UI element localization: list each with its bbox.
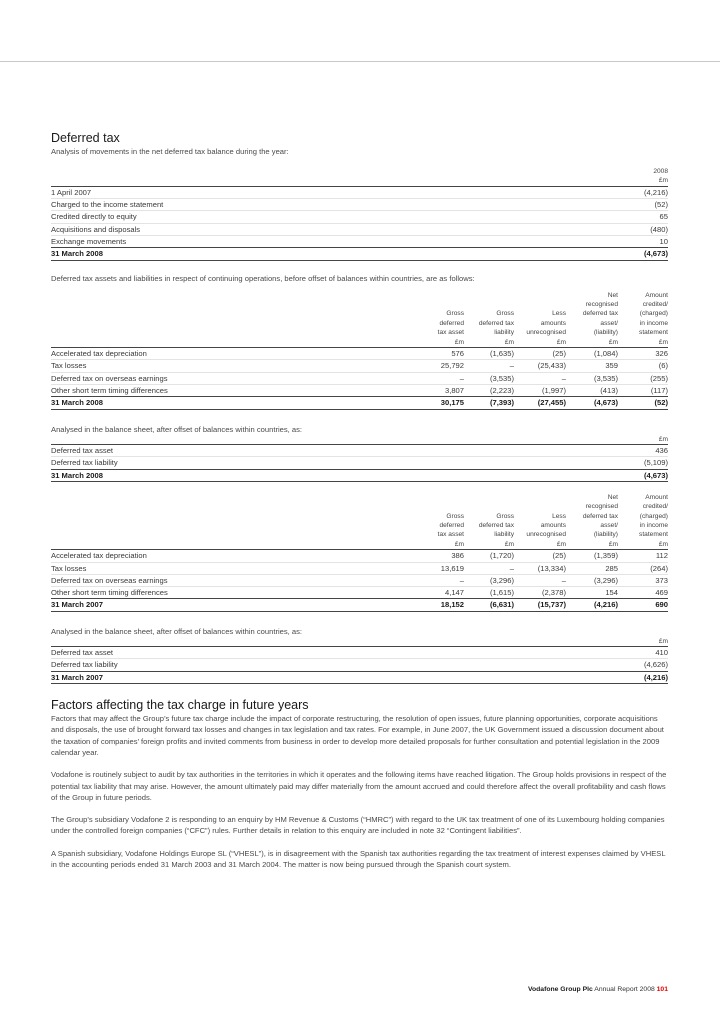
table-cell: (1,997): [541, 385, 566, 395]
total-cell: (27,455): [537, 398, 566, 408]
footer-report-title: Annual Report 2008: [592, 986, 657, 993]
table-cell: (264): [650, 563, 668, 573]
table-row: [51, 574, 668, 586]
column-header-line: unrecognised: [526, 531, 566, 539]
balance-table-2007: [51, 637, 668, 684]
factors-paragraph: The Group’s subsidiary Vodafone 2 is responding to an enquiry by HM Revenue & Customs (“HMRC”) with regard to the UK tax treatment of one of its Luxembourg holding companies under the controlled foreign companies (“CFC”) rules. Further details in relation to this enquiry are included in note 32 “Contingent liabilities”.: [51, 815, 665, 836]
column-header-line: statement: [639, 329, 668, 337]
column-header: [514, 309, 566, 347]
column-header-line: (charged): [639, 512, 668, 520]
row-label: Credited directly to equity: [51, 212, 137, 222]
table-cell: (2,378): [541, 588, 566, 598]
column-header-line: £m: [658, 338, 668, 346]
row-label: Tax losses: [51, 563, 87, 573]
movements-header-year: 2008: [653, 168, 668, 175]
deferred-tax-table-2008: [51, 291, 668, 410]
total-value: (4,673): [643, 470, 668, 480]
table-cell: 4,147: [444, 588, 464, 598]
row-value: (4,216): [643, 187, 668, 197]
column-header-line: in income: [639, 522, 668, 530]
table-row: [51, 223, 668, 235]
table-cell: (1,084): [593, 349, 618, 359]
row-label: Acquisitions and disposals: [51, 224, 141, 234]
column-header-line: asset/: [600, 522, 618, 530]
column-header: [426, 309, 464, 347]
table-row: [51, 359, 668, 371]
table-row: [51, 658, 668, 670]
column-header-line: Amount: [645, 493, 668, 501]
row-label: Accelerated tax depreciation: [51, 551, 147, 561]
table-row: [51, 444, 668, 456]
column-header-line: £m: [608, 338, 618, 346]
total-label: 31 March 2008: [51, 398, 103, 408]
column-header-line: Amount: [645, 291, 668, 299]
total-cell: 30,175: [440, 398, 464, 408]
factors-paragraph: Vodafone is routinely subject to audit by tax authorities in the territories in which it operates and the following items have reached litigation. The Group holds provisions in respect of the potential tax liability that may arise. However, the amount ultimately paid may differ materially from the amount accrued and could therefore affect the overall profitability and cash flows of the Group in future periods.: [51, 770, 667, 802]
table-cell: –: [509, 563, 514, 573]
column-header-line: (charged): [639, 310, 668, 318]
row-label: Tax losses: [51, 361, 87, 371]
table-cell: (3,296): [593, 575, 618, 585]
row-label: Other short term timing differences: [51, 588, 168, 598]
row-label: Deferred tax liability: [51, 458, 118, 468]
row-label: Accelerated tax depreciation: [51, 349, 147, 359]
table-cell: (25,433): [537, 361, 566, 371]
total-label: 31 March 2008: [51, 249, 103, 259]
column-header: [618, 291, 668, 347]
page-content: [51, 131, 668, 881]
column-header-line: (liability): [593, 329, 618, 337]
row-label: Deferred tax liability: [51, 660, 118, 670]
column-header-line: credited/: [642, 503, 668, 511]
page-footer: [528, 986, 668, 993]
page-number: 101: [656, 986, 668, 993]
column-header: [566, 291, 618, 347]
table-cell: 13,619: [440, 563, 464, 573]
column-header-line: £m: [504, 338, 514, 346]
column-header-line: deferred tax: [478, 319, 514, 327]
column-header-line: £m: [556, 338, 566, 346]
factors-paragraph: Factors that may affect the Group’s future tax charge include the impact of corporate restructuring, the resolution of open issues, future planning opportunities, corporate acquisitions and disposals, the use of brought forward tax losses and changes in tax legislation and tax rates. For example, in June 2007, the UK Government issued a discussion document about the taxation of companies’ foreign profits and invited comments from business in order to develop more detailed proposals for further consultation and potential legislation in the 2009 calendar year.: [51, 714, 664, 757]
table-row: [51, 586, 668, 598]
movements-table: [51, 167, 668, 261]
row-value: (52): [654, 200, 668, 210]
table-cell: (25): [552, 551, 566, 561]
deferred-tax-table-2007: [51, 493, 668, 612]
top-divider: [0, 61, 720, 62]
table-cell: (1,615): [489, 588, 514, 598]
column-header-line: liability: [494, 531, 514, 539]
balance-unit-2007: £m: [658, 637, 668, 645]
table-cell: (13,334): [537, 563, 566, 573]
row-label: Deferred tax on overseas earnings: [51, 575, 168, 585]
table-cell: 112: [655, 551, 668, 561]
table-row: [51, 562, 668, 574]
row-label: Deferred tax asset: [51, 445, 114, 455]
table-row: [51, 549, 668, 561]
row-label: Deferred tax on overseas earnings: [51, 373, 168, 383]
table-cell: (413): [600, 385, 618, 395]
table-cell: 469: [655, 588, 668, 598]
table-cell: –: [459, 373, 464, 383]
factors-paragraph: A Spanish subsidiary, Vodafone Holdings Europe SL (“VHESL”), is in disagreement with the Spanish tax authorities regarding the tax treatment of interest expenses claimed by VHESL in the accounting periods ended 31 March 2003 and 31 March 2004. The matter is now being pursued through the Spanish court system.: [51, 848, 666, 869]
row-label: Exchange movements: [51, 237, 127, 246]
table-row: [51, 456, 668, 468]
table-cell: 373: [655, 575, 668, 585]
table-row: [51, 235, 668, 247]
column-header-line: Net: [607, 291, 618, 299]
column-header-line: deferred tax: [582, 512, 618, 520]
footer-brand: Vodafone Group Plc: [527, 986, 593, 993]
table-cell: (25): [552, 349, 566, 359]
column-header-line: Net: [607, 493, 618, 501]
table-cell: 576: [451, 349, 464, 359]
total-row: [51, 598, 668, 611]
table-column-headers: [51, 291, 668, 347]
total-label: 31 March 2007: [51, 600, 103, 610]
table-cell: 386: [451, 551, 464, 561]
table-cell: –: [509, 361, 514, 371]
total-row: [51, 396, 668, 409]
total-cell: 18,152: [440, 600, 464, 610]
column-header: [464, 512, 514, 550]
table-cell: –: [561, 373, 566, 383]
column-header-line: £m: [608, 540, 618, 548]
total-value: (4,673): [643, 249, 668, 259]
table-column-headers: [51, 493, 668, 549]
column-header: [566, 493, 618, 549]
table-cell: (2,223): [489, 385, 514, 395]
column-header: [618, 493, 668, 549]
column-header-line: amounts: [540, 522, 566, 530]
column-header-line: statement: [639, 531, 668, 539]
column-header-line: £m: [556, 540, 566, 548]
column-header-line: Gross: [496, 512, 514, 520]
row-label: Deferred tax asset: [51, 648, 114, 658]
column-header-line: Gross: [496, 310, 514, 318]
column-header: [464, 309, 514, 347]
row-value: (4,626): [643, 660, 668, 670]
column-header-line: deferred tax: [582, 310, 618, 318]
table-row: [51, 384, 668, 396]
table-cell: 359: [605, 361, 618, 371]
row-value: (5,109): [643, 458, 668, 468]
column-header-line: £m: [658, 540, 668, 548]
table-row: [51, 210, 668, 222]
column-header-line: £m: [504, 540, 514, 548]
column-header-line: deferred: [439, 522, 464, 530]
total-cell: (6,631): [489, 600, 514, 610]
table-cell: (1,720): [489, 551, 514, 561]
balance-intro-2007: Analysed in the balance sheet, after offset of balances within countries, as:: [51, 626, 303, 636]
balance-table-2008: [51, 435, 668, 482]
column-header-line: in income: [639, 319, 668, 327]
movements-header-unit: £m: [658, 177, 668, 185]
row-value: 410: [655, 648, 668, 658]
table-cell: (3,296): [489, 575, 514, 585]
table-row: [51, 372, 668, 384]
row-value: 65: [659, 212, 668, 222]
total-cell: (4,673): [593, 398, 618, 408]
row-label: Other short term timing differences: [51, 385, 168, 395]
table-row: [51, 186, 668, 198]
column-header-line: Gross: [446, 310, 464, 318]
table-row: [51, 646, 668, 658]
table-cell: 154: [605, 588, 618, 598]
column-header-line: tax asset: [437, 531, 464, 539]
total-value: (4,216): [643, 672, 668, 682]
total-row: [51, 469, 668, 482]
table-cell: (1,635): [489, 349, 514, 359]
table-cell: (1,359): [593, 551, 618, 561]
table-cell: 3,807: [444, 385, 464, 395]
balance-unit-2008: £m: [658, 435, 668, 443]
column-header-line: £m: [454, 540, 464, 548]
column-header-line: Gross: [446, 512, 464, 520]
column-header-line: deferred: [439, 319, 464, 327]
table-cell: (255): [650, 373, 668, 383]
table-row: [51, 198, 668, 210]
column-header: [426, 512, 464, 550]
total-row: [51, 671, 668, 684]
balance-intro-2008: Analysed in the balance sheet, after offset of balances within countries, as:: [51, 424, 303, 434]
table-row: [51, 347, 668, 359]
row-label: Charged to the income statement: [51, 200, 164, 210]
column-header-line: Less: [552, 310, 566, 318]
table-cell: (3,535): [593, 373, 618, 383]
total-cell: (4,216): [593, 600, 618, 610]
column-header-line: amounts: [540, 319, 566, 327]
table-cell: 285: [605, 563, 618, 573]
row-value: 10: [659, 237, 668, 246]
column-header-line: recognised: [585, 503, 618, 511]
row-label: 1 April 2007: [51, 187, 92, 197]
column-header-line: credited/: [642, 301, 668, 308]
column-header: [514, 512, 566, 550]
total-label: 31 March 2008: [51, 470, 103, 480]
table-cell: –: [459, 575, 464, 585]
factors-body: [51, 713, 668, 870]
row-value: (480): [650, 224, 668, 234]
row-value: 436: [655, 445, 668, 455]
movements-intro: Analysis of movements in the net deferred tax balance during the year:: [51, 147, 289, 156]
column-header-line: deferred tax: [478, 522, 514, 530]
column-header-line: unrecognised: [526, 329, 566, 337]
total-label: 31 March 2007: [51, 672, 103, 682]
table-cell: (6): [658, 361, 668, 371]
column-header-line: Less: [552, 512, 566, 520]
assets-intro: Deferred tax assets and liabilities in respect of continuing operations, before offset of balances within countries, are as follows:: [51, 273, 475, 283]
table-cell: 326: [655, 349, 668, 359]
column-header-line: asset/: [600, 319, 618, 327]
table-cell: (3,535): [489, 373, 514, 383]
table-cell: 25,792: [440, 361, 464, 371]
column-header-line: liability: [494, 329, 514, 337]
total-cell: (52): [654, 398, 668, 408]
table-cell: (117): [650, 385, 668, 395]
total-cell: (15,737): [537, 600, 566, 610]
column-header-line: tax asset: [437, 329, 464, 337]
table-cell: –: [561, 575, 566, 585]
column-header-line: (liability): [593, 531, 618, 539]
section-title-factors: Factors affecting the tax charge in future years: [51, 698, 309, 713]
total-row: [51, 247, 668, 260]
total-cell: 690: [655, 600, 668, 610]
total-cell: (7,393): [489, 398, 514, 408]
section-title-deferred-tax: Deferred tax: [51, 131, 120, 145]
column-header-line: £m: [454, 338, 464, 346]
column-header-line: recognised: [585, 301, 618, 308]
